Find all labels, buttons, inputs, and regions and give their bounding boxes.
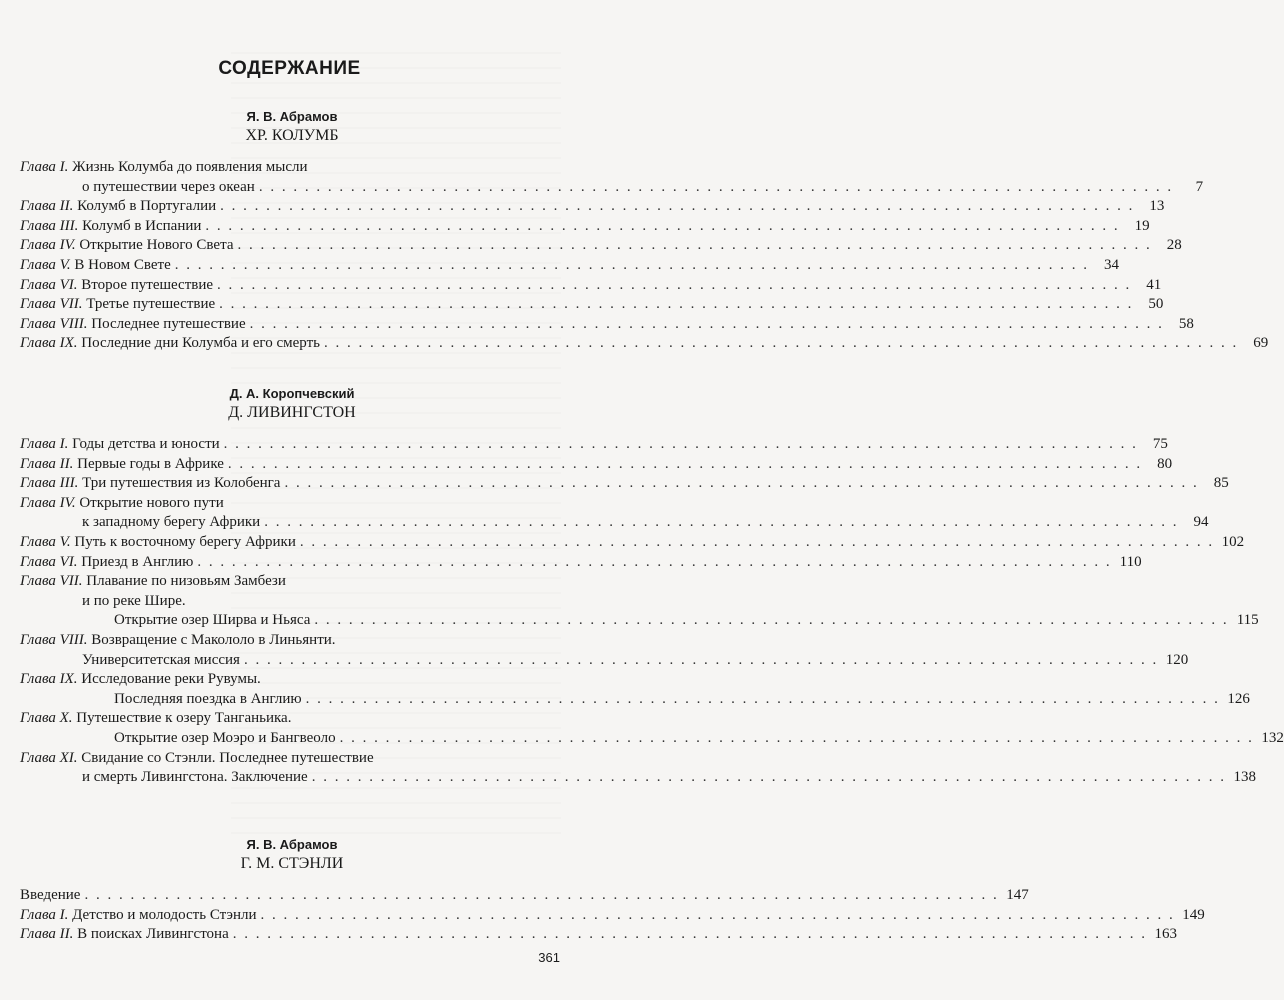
chapter-label: Глава II.	[20, 198, 78, 215]
toc-entry	[20, 276, 1162, 296]
page-ref: 69	[1253, 335, 1269, 352]
chapter-title: Введение	[20, 887, 81, 903]
toc-entry-line	[20, 295, 1164, 315]
chapter-label: Глава VIII.	[20, 631, 92, 648]
toc-entry-line	[20, 256, 1120, 276]
page-ref: 94	[1193, 514, 1209, 531]
page-ref: 13	[1149, 198, 1165, 215]
page-ref: 138	[1233, 769, 1256, 786]
leader-dots: . . . . . . . . . . . . . . . . . . . . . . . . . . . . . . . . . . . . . . . . . . . . . . . . . . . . . . . . . . . . . . . . . . . . . . . . . . . . . . . .	[227, 455, 1143, 472]
chapter-title: Открытие Нового Света	[79, 237, 234, 254]
chapter-title: В поисках Ливингстона	[77, 926, 229, 943]
toc-entry-line	[20, 886, 1029, 906]
toc-entry-line	[20, 474, 1229, 494]
page-ref: 85	[1213, 475, 1229, 492]
toc-entry-line	[20, 670, 564, 690]
toc-entries	[20, 435, 1284, 788]
chapter-label: Глава II.	[20, 926, 78, 943]
page-ref: 19	[1134, 217, 1150, 234]
toc-entry	[20, 435, 1168, 455]
page-ref: 102	[1221, 533, 1245, 550]
chapter-label: Глава III.	[20, 475, 83, 492]
section-author: Я. В. Абрамов	[246, 837, 338, 852]
chapter-label: Глава VII.	[20, 296, 87, 313]
toc-entry-line	[20, 197, 1165, 217]
chapter-label: Глава IX.	[20, 335, 82, 352]
chapter-label: Глава IX.	[20, 671, 82, 688]
chapter-title-continued: и смерть Ливингстона. Заключение	[82, 769, 308, 786]
page-title: СОДЕРЖАНИЕ	[218, 58, 361, 79]
chapter-title: В Новом Свете	[74, 256, 171, 273]
leader-dots: . . . . . . . . . . . . . . . . . . . . . . . . . . . . . . . . . . . . . . . . . . . . . . . . . . . . . . . . . . . . . . . . . . . . . . . . . . . . . . . .	[305, 690, 1220, 707]
toc-entry	[20, 197, 1165, 217]
chapter-label: Глава VI.	[20, 276, 82, 293]
toc-entry	[20, 553, 1142, 573]
toc-entry-line	[20, 651, 1189, 671]
chapter-title: Путь к восточному берегу Африки	[74, 533, 296, 550]
chapter-label: Глава I.	[20, 436, 73, 452]
chapter-label: Глава VIII.	[20, 315, 92, 332]
toc-entry-line	[20, 925, 1177, 945]
toc-entry	[20, 315, 1194, 335]
section-columbus	[20, 108, 1269, 354]
chapter-title: Жизнь Колумба до появления мысли	[72, 159, 308, 175]
section-stanley	[20, 836, 1205, 945]
chapter-title: Приезд в Англию	[81, 553, 194, 570]
toc-entries	[20, 158, 1269, 354]
leader-dots: . . . . . . . . . . . . . . . . . . . . . . . . . . . . . . . . . . . . . . . . . . . . . . . . . . . . . . . . . . . . . . . . . . . . . . . . . . . . . . . .	[197, 553, 1112, 570]
toc-entry-line	[20, 455, 1173, 475]
chapter-title: Годы детства и юности	[72, 436, 220, 452]
toc-entry-line	[20, 572, 564, 592]
leader-dots: . . . . . . . . . . . . . . . . . . . . . . . . . . . . . . . . . . . . . . . . . . . . . . . . . . . . . . . . . . . . . . . . . . . . . . . . . . . . . . . .	[311, 769, 1226, 786]
toc-entry-line	[20, 217, 1150, 237]
toc-entry-line	[20, 236, 1182, 256]
chapter-title-continued: о путешествии через океан	[82, 178, 255, 195]
leader-dots: . . . . . . . . . . . . . . . . . . . . . . . . . . . . . . . . . . . . . . . . . . . . . . . . . . . . . . . . . . . . . . . . . . . . . . . . . . . . . . . .	[249, 315, 1164, 332]
toc-entry-line	[20, 533, 1245, 553]
section-author: Д. А. Коропчевский	[229, 386, 355, 401]
chapter-label: Глава V.	[20, 533, 75, 550]
toc-entry	[20, 749, 1256, 788]
toc-entry	[20, 455, 1173, 475]
chapter-label: Глава I.	[20, 906, 73, 923]
toc-entry	[20, 158, 1204, 197]
leader-dots: . . . . . . . . . . . . . . . . . . . . . . . . . . . . . . . . . . . . . . . . . . . . . . . . . . . . . . . . . . . . . . . . . . . . . . . . . . . . . . . .	[264, 514, 1179, 531]
leader-dots: . . . . . . . . . . . . . . . . . . . . . . . . . . . . . . . . . . . . . . . . . . . . . . . . . . . . . . . . . . . . . . . . . . . . . . . . . . . . . . . .	[299, 533, 1215, 550]
leader-dots: . . . . . . . . . . . . . . . . . . . . . . . . . . . . . . . . . . . . . . . . . . . . . . . . . . . . . . . . . . . . . . . . . . . . . . . . . . . . . . . .	[339, 729, 1254, 746]
toc-entry	[20, 474, 1229, 494]
section-book-title: Д. ЛИВИНГСТОН	[228, 404, 356, 421]
toc-entry-line	[20, 709, 564, 729]
toc-entry-line	[20, 494, 564, 514]
page-ref: 149	[1182, 906, 1205, 923]
chapter-title: Колумб в Португалии	[77, 198, 217, 215]
toc-entry	[20, 256, 1120, 276]
toc-entry-line	[20, 334, 1269, 354]
chapter-label: Глава XI.	[20, 749, 82, 766]
chapter-label: Глава IV.	[20, 237, 80, 254]
toc-entry-line	[20, 158, 564, 178]
leader-dots: . . . . . . . . . . . . . . . . . . . . . . . . . . . . . . . . . . . . . . . . . . . . . . . . . . . . . . . . . . . . . . . . . . . . . . . . . . . . . . . .	[237, 237, 1152, 254]
toc-entry	[20, 572, 1259, 631]
page-ref: 58	[1178, 315, 1194, 332]
toc-entry-line	[20, 276, 1162, 296]
leader-dots: . . . . . . . . . . . . . . . . . . . . . . . . . . . . . . . . . . . . . . . . . . . . . . . . . . . . . . . . . . . . . . . . . . . . . . . . . . . . . . . .	[284, 475, 1199, 492]
chapter-label: Глава V.	[20, 256, 75, 273]
leader-dots: . . . . . . . . . . . . . . . . . . . . . . . . . . . . . . . . . . . . . . . . . . . . . . . . . . . . . . . . . . . . . . . . . . . . . . . . . . . . . . . .	[205, 217, 1120, 234]
chapter-label: Глава VII.	[20, 573, 87, 590]
page-ref: 75	[1152, 436, 1168, 452]
toc-entry-line	[20, 553, 1142, 573]
leader-dots: . . . . . . . . . . . . . . . . . . . . . . . . . . . . . . . . . . . . . . . . . . . . . . . . . . . . . . . . . . . . . . . . . . . . . . . . . . . . . . . .	[84, 887, 999, 903]
chapter-title: Третье путешествие	[86, 296, 216, 313]
page-ref: 7	[1195, 178, 1204, 195]
toc-entry-line	[20, 315, 1194, 335]
leader-dots: . . . . . . . . . . . . . . . . . . . . . . . . . . . . . . . . . . . . . . . . . . . . . . . . . . . . . . . . . . . . . . . . . . . . . . . . . . . . . . . .	[314, 612, 1229, 629]
toc-entry-line	[20, 611, 1259, 631]
toc-entry	[20, 925, 1177, 945]
page-ref: 41	[1146, 276, 1162, 293]
page-number: 361	[538, 950, 560, 965]
toc-entry	[20, 334, 1269, 354]
leader-dots: . . . . . . . . . . . . . . . . . . . . . . . . . . . . . . . . . . . . . . . . . . . . . . . . . . . . . . . . . . . . . . . . . . . . . . . . . . . . . . . .	[217, 276, 1132, 293]
toc-entry	[20, 670, 1250, 709]
toc-entry-line	[20, 435, 1168, 455]
chapter-label: Глава IV.	[20, 494, 80, 511]
toc-entry-line	[20, 592, 564, 612]
page-ref: 50	[1148, 296, 1164, 313]
toc-entry	[20, 295, 1164, 315]
chapter-title-continued: Университетская миссия	[82, 651, 240, 668]
chapter-title: Открытие нового пути	[79, 494, 224, 511]
leader-dots: . . . . . . . . . . . . . . . . . . . . . . . . . . . . . . . . . . . . . . . . . . . . . . . . . . . . . . . . . . . . . . . . . . . . . . . . . . . . . . . .	[174, 256, 1090, 273]
chapter-label: Глава I.	[20, 159, 73, 175]
toc-entry-line	[20, 729, 1284, 749]
page-ref: 28	[1166, 237, 1182, 254]
toc-entry	[20, 709, 1284, 748]
page-ref: 126	[1227, 690, 1250, 707]
section-book-title: ХР. КОЛУМБ	[245, 127, 339, 144]
toc-entry-line	[20, 768, 1256, 788]
chapter-title: Второе путешествие	[81, 276, 214, 293]
chapter-label: Глава II.	[20, 455, 78, 472]
page-ref: 80	[1157, 455, 1173, 472]
toc-entry-line	[20, 513, 1209, 533]
toc-entry	[20, 494, 1209, 533]
toc-entry	[20, 886, 1029, 906]
toc-entry	[20, 631, 1189, 670]
chapter-title-continued: Последняя поездка в Англию	[114, 690, 302, 707]
page-ref: 120	[1165, 651, 1189, 668]
leader-dots: . . . . . . . . . . . . . . . . . . . . . . . . . . . . . . . . . . . . . . . . . . . . . . . . . . . . . . . . . . . . . . . . . . . . . . . . . . . . . . . .	[260, 906, 1175, 923]
page-ref: 34	[1104, 256, 1120, 273]
toc-entry-line	[20, 749, 564, 769]
page-ref: 132	[1261, 729, 1284, 746]
page-ref: 110	[1119, 553, 1142, 570]
page-ref: 147	[1006, 887, 1029, 903]
page-ref: 115	[1236, 612, 1259, 629]
chapter-title: Путешествие к озеру Танганьика.	[76, 710, 292, 727]
chapter-title: Исследование реки Рувумы.	[81, 671, 261, 688]
chapter-title: Возвращение с Макололо в Линьянти.	[91, 631, 336, 648]
toc-entry-line	[20, 178, 1204, 198]
chapter-title-continued: и по реке Шире.	[82, 592, 186, 609]
toc-entry	[20, 533, 1245, 553]
chapter-title-continued: Открытие озер Моэро и Бангвеоло	[114, 729, 336, 746]
leader-dots: . . . . . . . . . . . . . . . . . . . . . . . . . . . . . . . . . . . . . . . . . . . . . . . . . . . . . . . . . . . . . . . . . . . . . . . . . . . . . . . .	[258, 178, 1174, 195]
chapter-title: Свидание со Стэнли. Последнее путешествие	[81, 749, 374, 766]
chapter-label: Глава VI.	[20, 553, 82, 570]
chapter-title: Первые годы в Африке	[77, 455, 224, 472]
page-ref: 163	[1154, 926, 1177, 943]
leader-dots: . . . . . . . . . . . . . . . . . . . . . . . . . . . . . . . . . . . . . . . . . . . . . . . . . . . . . . . . . . . . . . . . . . . . . . . . . . . . . . . .	[223, 436, 1138, 452]
chapter-title-continued: к западному берегу Африки	[82, 514, 261, 531]
toc-entries	[20, 886, 1205, 945]
section-book-title: Г. М. СТЭНЛИ	[240, 855, 344, 872]
toc-entry-line	[20, 631, 564, 651]
toc-entry-line	[20, 906, 1205, 926]
chapter-title: Детство и молодость Стэнли	[72, 906, 257, 923]
chapter-title-continued: Открытие озер Ширва и Ньяса	[114, 612, 311, 629]
toc-entry	[20, 217, 1150, 237]
toc-entry	[20, 236, 1182, 256]
section-livingstone	[20, 385, 1284, 788]
chapter-title: Последние дни Колумба и его смерть	[81, 335, 320, 352]
leader-dots: . . . . . . . . . . . . . . . . . . . . . . . . . . . . . . . . . . . . . . . . . . . . . . . . . . . . . . . . . . . . . . . . . . . . . . . . . . . . . . . .	[232, 926, 1147, 943]
chapter-label: Глава X.	[20, 710, 77, 727]
chapter-title: Последнее путешествие	[91, 315, 246, 332]
leader-dots: . . . . . . . . . . . . . . . . . . . . . . . . . . . . . . . . . . . . . . . . . . . . . . . . . . . . . . . . . . . . . . . . . . . . . . . . . . . . . . . .	[243, 651, 1159, 668]
chapter-label: Глава III.	[20, 217, 83, 234]
toc-entry	[20, 906, 1205, 926]
toc-entry-line	[20, 690, 1250, 710]
section-author: Я. В. Абрамов	[246, 109, 338, 124]
leader-dots: . . . . . . . . . . . . . . . . . . . . . . . . . . . . . . . . . . . . . . . . . . . . . . . . . . . . . . . . . . . . . . . . . . . . . . . . . . . . . . . .	[323, 335, 1239, 352]
chapter-title: Плавание по низовьям Замбези	[86, 573, 286, 590]
chapter-title: Колумб в Испании	[82, 217, 202, 234]
leader-dots: . . . . . . . . . . . . . . . . . . . . . . . . . . . . . . . . . . . . . . . . . . . . . . . . . . . . . . . . . . . . . . . . . . . . . . . . . . . . . . . .	[219, 296, 1134, 313]
leader-dots: . . . . . . . . . . . . . . . . . . . . . . . . . . . . . . . . . . . . . . . . . . . . . . . . . . . . . . . . . . . . . . . . . . . . . . . . . . . . . . . .	[220, 198, 1135, 215]
chapter-title: Три путешествия из Колобенга	[82, 475, 281, 492]
